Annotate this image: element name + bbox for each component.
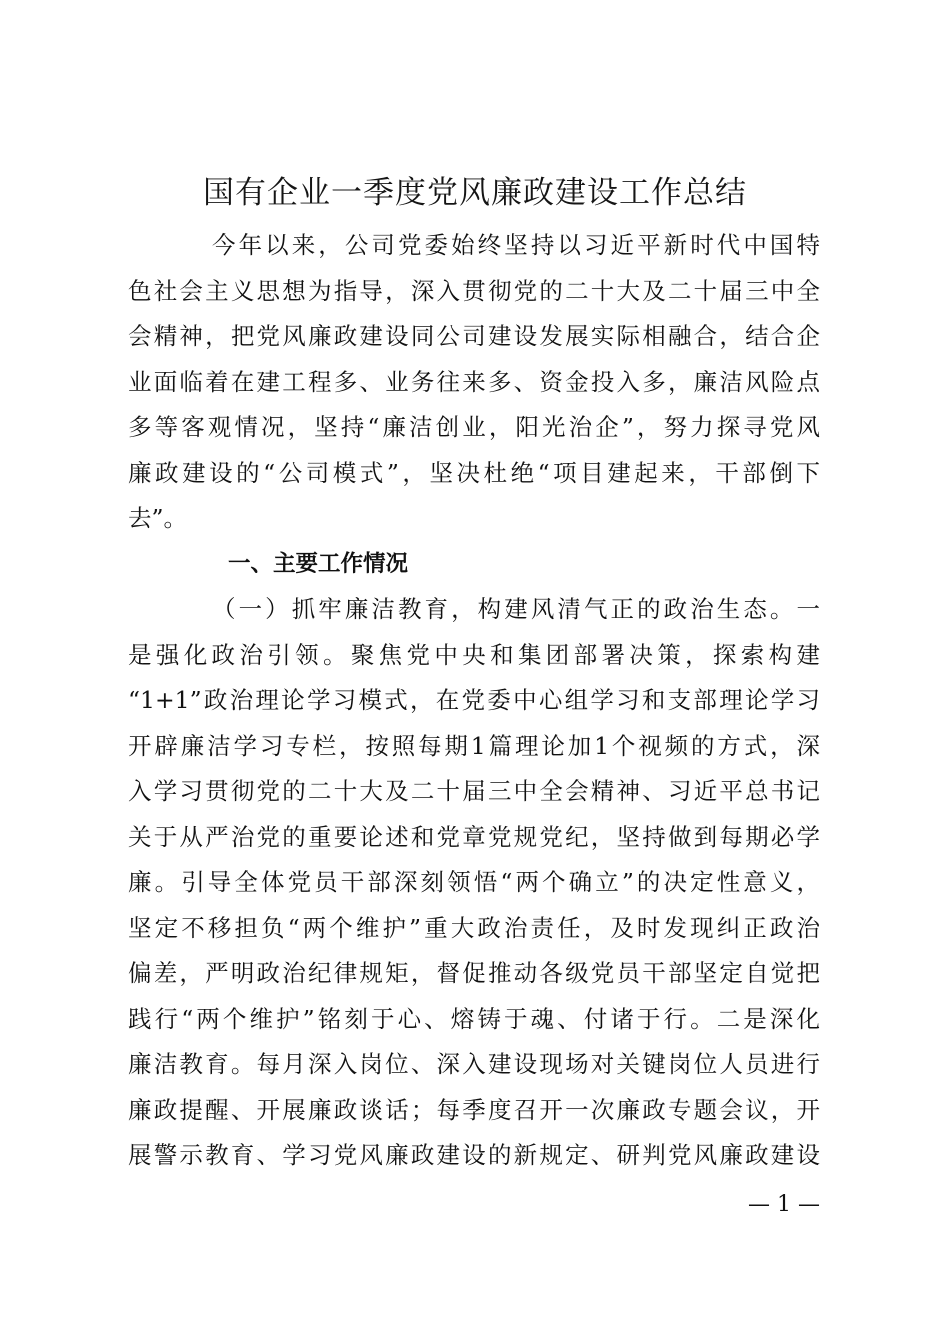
intro-paragraph-line: 会精神，把党风廉政建设同公司建设发展实际相融合，结合企: [128, 322, 820, 350]
intro-paragraph-line: 多等客观情况，坚持“廉洁创业，阳光治企”，努力探寻党风: [128, 413, 820, 441]
section-heading: 一、主要工作情况: [228, 550, 409, 577]
section-paragraph-line: 偏差，严明政治纪律规矩，督促推动各级党员干部坚定自觉把: [128, 959, 820, 987]
section-paragraph-line: 展警示教育、学习党风廉政建设的新规定、研判党风廉政建设: [128, 1141, 820, 1169]
page-number: — 1 —: [748, 1192, 820, 1217]
section-paragraph-line: 廉政提醒、开展廉政谈话；每季度召开一次廉政专题会议，开: [128, 1095, 820, 1124]
section-paragraph-line: “1+1”政治理论学习模式，在党委中心组学习和支部理论学习: [128, 686, 820, 714]
intro-paragraph-line: 去”。: [128, 504, 188, 532]
section-paragraph-line: 入学习贯彻党的二十大及二十届三中全会精神、习近平总书记: [128, 777, 820, 805]
intro-paragraph-line: 今年以来，公司党委始终坚持以习近平新时代中国特: [212, 231, 820, 259]
intro-paragraph-line: 业面临着在建工程多、业务往来多、资金投入多，廉洁风险点: [128, 367, 820, 396]
intro-paragraph-line: 廉政建设的“公司模式”，坚决杜绝“项目建起来，干部倒下: [128, 458, 820, 487]
section-paragraph-line: 坚定不移担负“两个维护”重大政治责任，及时发现纠正政治: [128, 913, 820, 942]
document-title: 国有企业一季度党风廉政建设工作总结: [203, 175, 747, 211]
section-paragraph-line: 践行“两个维护”铭刻于心、熔铸于魂、付诸于行。二是深化: [128, 1004, 820, 1033]
section-paragraph-line: 是强化政治引领。聚焦党中央和集团部署决策，探索构建: [128, 640, 820, 669]
document-body: [128, 223, 820, 1179]
section-paragraph-line: 廉。引导全体党员干部深刻领悟“两个确立”的决定性意义，: [128, 868, 820, 896]
intro-paragraph-line: 色社会主义思想为指导，深入贯彻党的二十大及二十届三中全: [128, 276, 820, 305]
section-paragraph-line: 开辟廉洁学习专栏，按照每期1篇理论加1个视频的方式，深: [128, 731, 820, 760]
section-paragraph-line: 廉洁教育。每月深入岗位、深入建设现场对关键岗位人员进行: [128, 1050, 820, 1078]
section-paragraph-line: 关于从严治党的重要论述和党章党规党纪，坚持做到每期必学: [128, 822, 820, 851]
section-paragraph-line: （一）抓牢廉洁教育，构建风清气正的政治生态。一: [212, 595, 820, 623]
